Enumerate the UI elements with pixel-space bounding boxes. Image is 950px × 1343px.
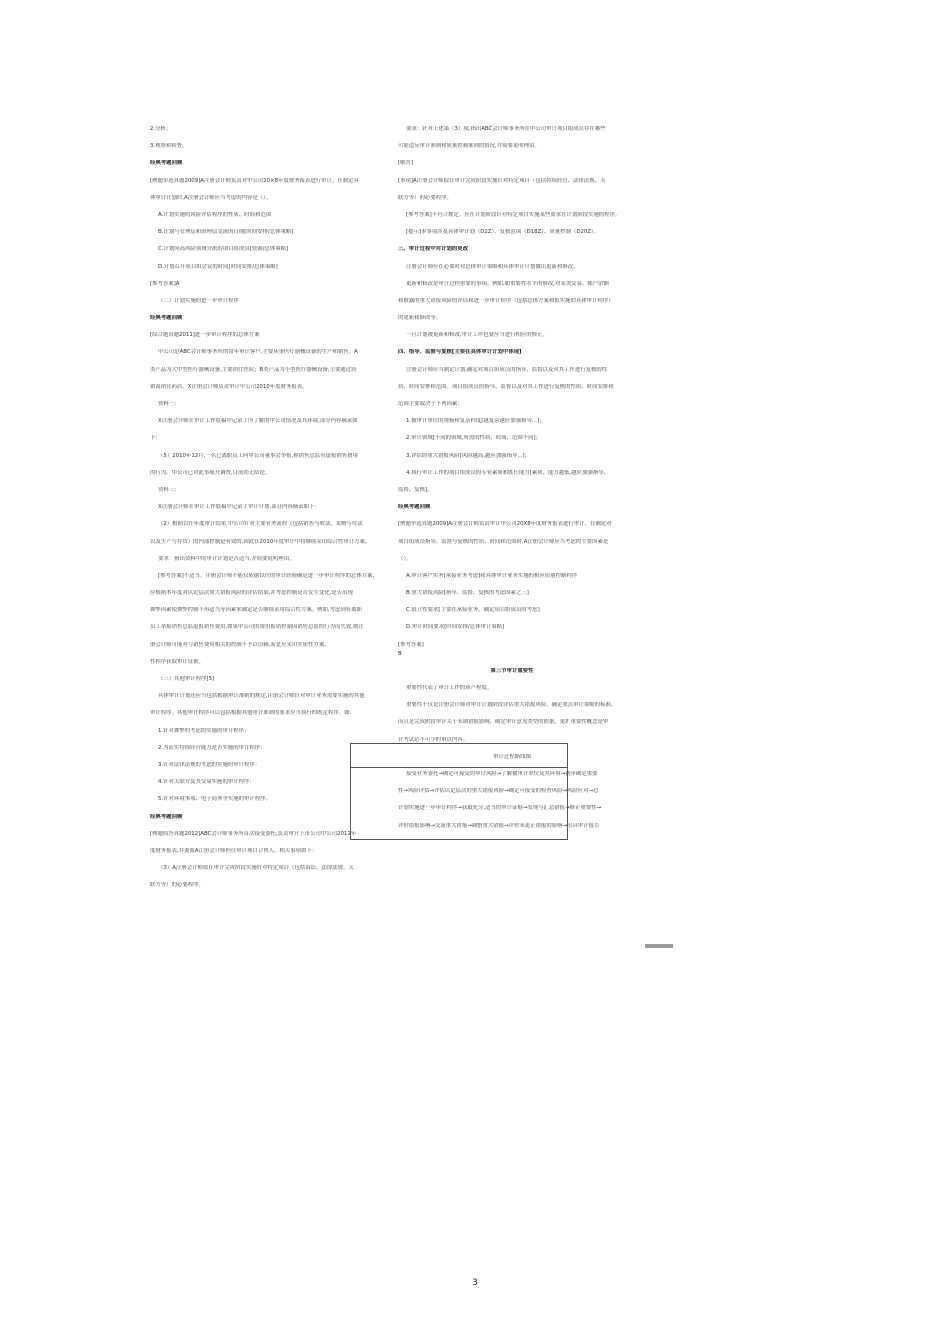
text-line: 舞弊因素使舞弊控制不再适当等因素来确定是否继续采用综合性方案。例如,考虑到有离职	[150, 607, 362, 614]
text-line: （）。	[398, 555, 412, 562]
text-line: 三、审计过程中对计划的更改	[398, 246, 469, 253]
text-line: 注册会计师应当制定计划,确定对项目组成员的指导、监督以及对其工作进行复核的性	[406, 366, 608, 373]
text-line: C.值立性要求[主要在承接业务、确定项目组成员时考虑]	[406, 607, 540, 614]
text-line: （3）A注册会计师拟在审计完成阶段实施针对特定项目（包括诉讼、法律法规、关	[158, 865, 354, 872]
text-line: 一旦计划被更新和修改,审计工作也就应当进行相应的修正。	[406, 332, 548, 339]
text-line: 联方等）的必要程序。	[398, 194, 452, 201]
text-line: 应根据本年度对认定层次重大错报风险的评估结果,并考虑控制是否发生变化,是否出现	[150, 590, 353, 597]
text-line: 经典考题回顾	[150, 160, 183, 167]
text-line: [提示]本事项涉及具体审计划（D2Z）、复核范围（D18Z）、质量控制（D20Z）。	[406, 229, 600, 236]
text-line: D.计划召开项目组会议的时间[时间安排/总体策略]	[158, 263, 278, 270]
text-line: B	[398, 650, 402, 657]
text-line: 4.针对关联方及其交易实施的审计程序：	[158, 779, 255, 786]
text-line: 体审计计划时,A注册会计师应当考虑的内容是（）。	[150, 194, 272, 201]
text-line: [参考答案]A	[150, 280, 180, 287]
text-line: 经典考题回顾	[398, 504, 431, 511]
text-line: 联方等）的必要程序。	[150, 882, 204, 889]
text-line: 性程序获取审计证据。	[150, 658, 204, 665]
text-line: 接受业务委托→确定可接受的审计风险→了解被审计单位及其环境→初步确定重要	[406, 770, 598, 777]
text-line: 可能违反审计准则和质量控制准则的情况,并简要说明理由。	[398, 143, 540, 150]
text-line: 1.针对舞弊的考虑的实施的审计程序：	[158, 727, 250, 734]
text-line: 经典考题回顾	[150, 813, 183, 820]
text-line: 类产品为大中型医疗器械设备,主要销往医院；B类产品为小型医疗器械设备,主要通过经	[150, 366, 357, 373]
text-line: [参考答案]不符合规定。应在计划阶段针对特定项目实施某些需求在计划阶段实施的程序。	[406, 211, 621, 218]
text-line: B.重大错报风险[指导、监督、复核的考虑因素之三]	[406, 590, 529, 597]
right-column	[398, 126, 626, 840]
text-line: 项目组成员指导、监督与复核的性质、时间和范围时,A注册会计师应当考虑的主要因素是	[398, 538, 609, 545]
text-line: 册会计师可能对与销售费用相关的控制不予以信赖,而是应采用实质性方案。	[150, 641, 330, 648]
text-line: 的更新和修改等。	[398, 315, 442, 322]
text-line: 资料一：	[158, 401, 180, 407]
text-line: 员工举报销售总监虚报销售费用,如果甲公司的费用报销控制因销售总监的行为而失效,则注	[150, 624, 364, 631]
text-line: 审计程序。其他审计程序可以包括根据其他审计准则的要求应当执行的既定程序。如：	[150, 710, 355, 717]
text-line: A.计划实施的风险评估程序的性质、时间和范围	[158, 211, 272, 218]
text-line: 的行为。甲公司已对此事展开调查,目前尚无结论。	[150, 469, 271, 476]
text-line: 性→风险评估→评估认定层次的重大错报风险→确定可接受的检查风险→风险应对→总	[398, 788, 599, 795]
text-line: A.审计客户实务[承接业务考虑]和具体审计业务实施的相应质量控制程序	[406, 572, 578, 579]
text-line: [例题单选真题2009]A注册会计师负责对甲公司20×8年度财务报表进行审计。在制定具	[150, 177, 359, 184]
text-line: （二）计划实施的进一步审计程序	[158, 297, 239, 304]
text-line: 四、指导、监督与复核[主要在具体审计计划中体现]	[398, 349, 522, 356]
text-line: 度财务报表,并委派A注册会计师担任审计项目合伙人。相关事项如下：	[150, 847, 318, 854]
text-line: [解答]	[398, 160, 413, 167]
text-line: X注册会计师在审计工作底稿中记录了审计计划,部分内容摘录如下：	[158, 504, 320, 511]
text-line: 以及生产与存货）的内部控制是有效的,因此在2010年度审计中将继续采用综合性审计方案。	[150, 538, 371, 545]
text-line: [例题简答真题2012]ABC会计师事务所首次接受委托,负责审计上市公司甲公司2011年	[150, 830, 357, 837]
text-line: 和披露的重大错报风险的评估和进一步审计程序（包括总体方案和拟实施的具体审计程序）	[398, 297, 614, 304]
text-line: [参考答案]	[398, 641, 424, 648]
text-line: 质、时间安排和范围。项目组成员的指导、监督以及对其工作进行复核的性质、时间安排和	[398, 383, 614, 390]
text-line: 销商销往药店。X注册会计师负责审计甲公司2010年度财务报表。	[150, 383, 308, 390]
text-line: B.计划与管理层和治理层交流的日期[时间安排/总体策略]	[158, 229, 294, 236]
text-line: （2）根据以往年度审计结果,甲公司针对主要业务流程（包括销售与收款、采购与付款	[158, 521, 363, 528]
text-line: C.计划向高风险领域分派的项目组成员[资源/总体策略]	[158, 246, 289, 253]
text-line: 3.针对法律法规的考虑的实施的审计程序：	[158, 761, 261, 768]
text-line: [事项]A注册会计师拟在审计完成阶段实施针对特定项目（包括持续经营、法律法规、关	[398, 177, 606, 184]
text-line: 2.为证实持续经营能力是否实施的审计程序：	[158, 744, 266, 751]
text-line: 下：	[150, 435, 161, 442]
text-line: 重要性不仅是注册会计师对审计计划阶段评估重大错报风险、确定重点审计策略的标准,	[406, 702, 613, 709]
page-number: 3	[472, 1278, 478, 1288]
text-line: 资料三：	[158, 486, 180, 493]
text-line: X注册会计师在审计工作底稿中记录了所了解的甲公司情况及其环境,部分内容摘录如	[158, 418, 358, 425]
text-line: 计划实施进一步审计程序→获取充分,适当的审计证据→发现与汇总错报→修正重要性→	[398, 805, 602, 812]
text-line: 甲公司是ABC会计师事务所的常年审计客户,主要从事医疗器械设备的生产和销售。A	[158, 349, 358, 356]
text-line: 2.审计领域[不同的领域,所需的性质、时间、范围不同]；	[406, 435, 542, 442]
text-line: 而且是完成阶段审计关于未调错报影响、确定审计意见类型的依据。更扩重要性概念是审	[398, 719, 609, 726]
text-line: 4.执行审计工作的项目组成员的专业素质和胜任能力[素质、能力越低,越应加强指导、	[406, 469, 610, 476]
text-line: 注册会计师应在必要时对总体审计策略和具体审计计划做出更新和修改。	[406, 263, 579, 270]
text-line: 重要性代表了审计工作的质产程度。	[406, 685, 493, 691]
text-line: 1.被审计单位的规模和复杂程度[越复杂越应加强指导...]；	[406, 418, 545, 425]
text-line: 要求：指出资料中的审计计划是否适当,并简要说明理由。	[158, 555, 295, 562]
text-line: 经典考题回顾	[150, 315, 183, 322]
flow-box-frame	[350, 743, 568, 840]
text-line: 要求：针对上述第（3）项,指出ABC会计师事务所在甲公司审计项目组成员存在哪些	[406, 126, 606, 132]
text-line: 5.针对环境事项、电子商务等实施的审计程序。	[158, 796, 271, 803]
flow-box-divider	[350, 767, 568, 768]
text-line: 评价错报影响→交流重大错报→调整重大错报→评价未更正错报的影响→出具审计报告	[398, 822, 600, 829]
text-line: [例题单选真题2009]A注册会计师负责审计甲公司20X8年度财务报表进行审计。在确定对	[398, 521, 612, 528]
text-line: 计考试必不可少的重点内容。	[398, 736, 469, 743]
text-line: （5）2010年12月,一名已离职员工向甲公司董事会举报,称销售总监有虚报销售费用	[158, 452, 358, 459]
text-line: [参考答案]不适当。注册会计师不能仅依据以往的审计经验确定进一步审计程序的总体方案,	[158, 572, 375, 579]
text-line: 审计过程路线图	[493, 753, 531, 760]
text-line: 2.分析；	[150, 126, 172, 132]
text-line: 监督、复核]。	[398, 486, 433, 493]
text-line: 范围主要取决于下列因素：	[398, 401, 463, 407]
text-line: 3.评估的重大错报风险[风险越高,越应加强指导...]；	[406, 452, 531, 459]
text-line: 第三节审计重要性	[490, 667, 534, 674]
scroll-marker	[645, 944, 673, 948]
text-line: （三）其他审计程序[5]	[158, 676, 215, 682]
text-line: [综合题真题2011]进一步审计程序的总体方案	[150, 332, 260, 339]
text-line: D.审计时间要求[时间安排/总体审计策略]	[406, 624, 505, 631]
text-line: 更新和修改是审计过程重要的事项。例如,如重要性水平的修改,对某类交易、账户余额	[406, 280, 609, 287]
text-line: 具体审计计划还应当包括根据审计准则的规定,注册会计师针对审计业务需要实施的其他	[158, 693, 365, 700]
text-line: 3.观察和检查。	[150, 143, 188, 150]
left-column	[150, 126, 380, 899]
